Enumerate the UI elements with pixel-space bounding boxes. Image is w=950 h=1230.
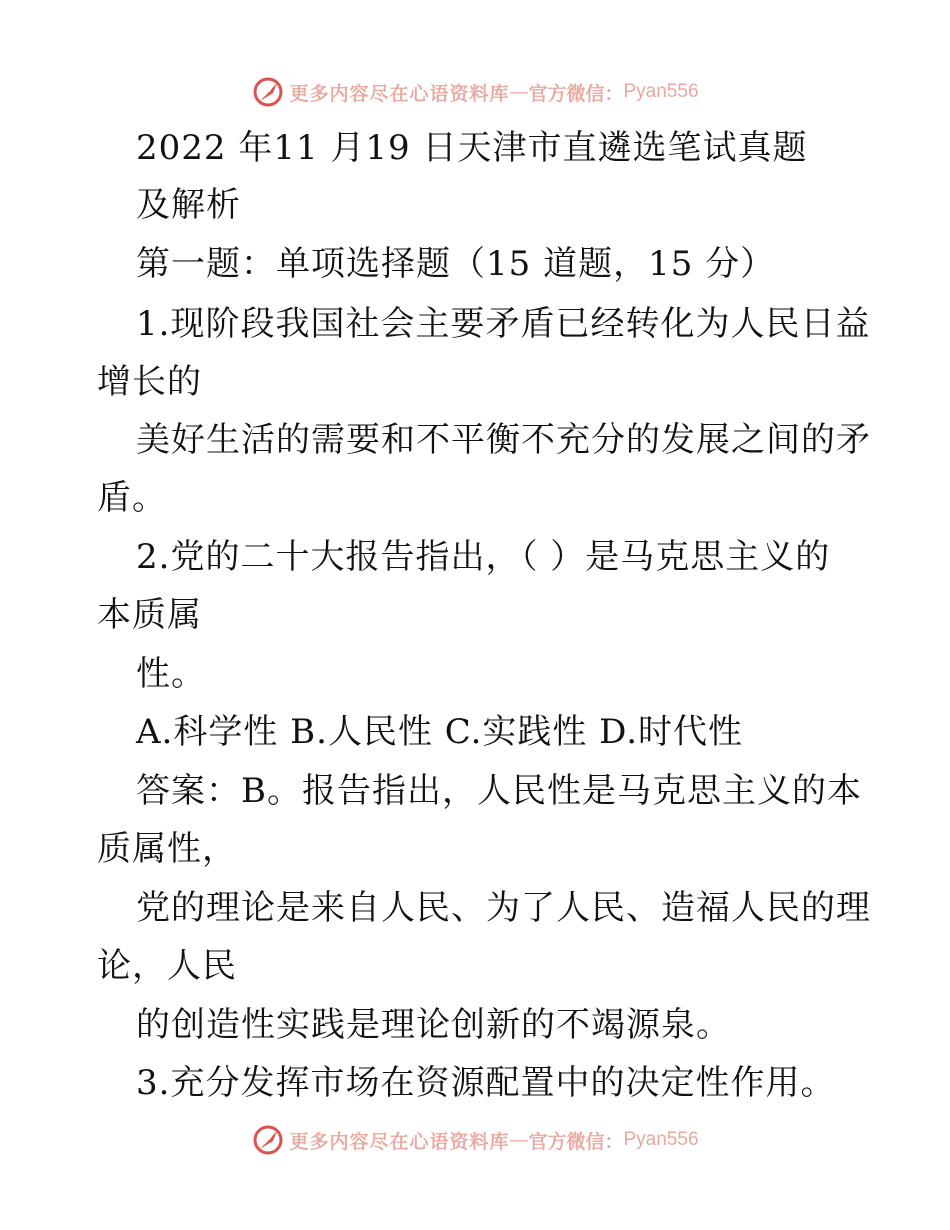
banner-wechat-id: Pyan556 — [623, 1129, 699, 1150]
options-line: A.科学性 B.人民性 C.实践性 D.时代性 — [136, 712, 744, 752]
paragraph-line: 3.充分发挥市场在资源配置中的决定性作用。 — [136, 1063, 836, 1103]
answer-line: 答案：B。报告指出，人民性是马克思主义的本 — [136, 771, 862, 811]
paragraph-line: 质属性， — [97, 829, 237, 869]
paragraph-line: 美好生活的需要和不平衡不充分的发展之间的矛 — [136, 420, 871, 460]
paragraph-line: 本质属 — [97, 595, 202, 635]
footer-banner — [0, 1120, 950, 1160]
banner-wechat-label: 官方微信： — [528, 82, 624, 105]
banner-text: 更多内容尽在心语资料库 — [289, 1130, 510, 1153]
paragraph-line: 2.党的二十大报告指出，（ ）是马克思主义的 — [136, 537, 831, 577]
quill-pen-logo-icon — [251, 75, 285, 109]
paragraph-line: 的创造性实践是理论创新的不竭源泉。 — [136, 1005, 731, 1045]
paragraph-line: 论，人民 — [97, 946, 237, 986]
paragraph-line: 1.现阶段我国社会主要矛盾已经转化为人民日益 — [136, 304, 871, 344]
banner-separator: — — [509, 1129, 529, 1151]
header-banner — [0, 72, 950, 112]
banner-wechat-label: 官方微信： — [528, 1130, 624, 1153]
paragraph-line: 增长的 — [97, 362, 202, 402]
quill-pen-logo-icon — [251, 1123, 285, 1157]
paragraph-line: 党的理论是来自人民、为了人民、造福人民的理 — [136, 888, 871, 928]
banner-wechat-id: Pyan556 — [623, 81, 699, 102]
banner-text: 更多内容尽在心语资料库 — [289, 82, 510, 105]
section-heading: 第一题：单项选择题（15 道题，15 分） — [136, 244, 776, 284]
title-line-1: 2022 年11 月19 日天津市直遴选笔试真题 — [136, 128, 808, 168]
paragraph-line: 盾。 — [97, 478, 167, 518]
banner-separator: — — [509, 81, 529, 103]
paragraph-line: 性。 — [136, 654, 206, 694]
title-line-2: 及解析 — [136, 185, 241, 225]
